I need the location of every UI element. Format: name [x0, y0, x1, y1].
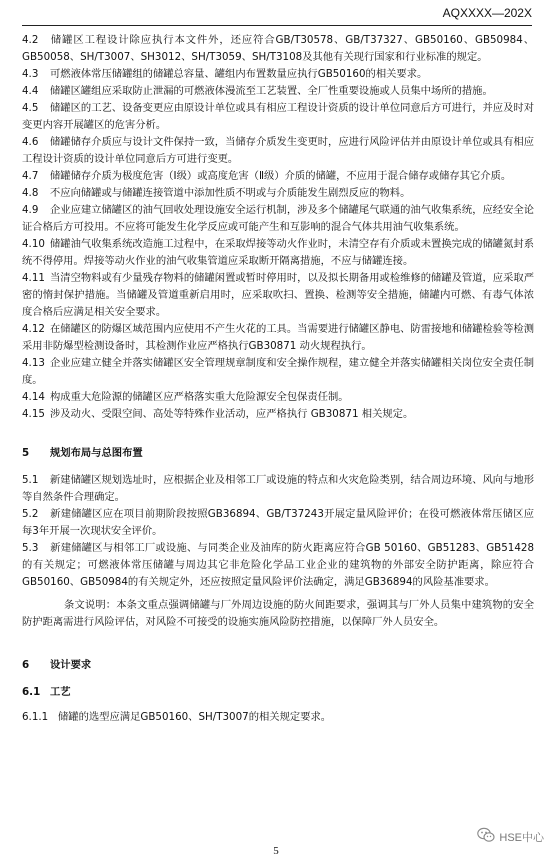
clause-number: 5.1	[22, 474, 39, 486]
clause-6-1-1	[22, 709, 534, 726]
clause-5-1	[22, 472, 534, 506]
subsection-number: 6.1	[22, 686, 41, 698]
header-rule	[22, 25, 532, 26]
clause-number: 4.15	[22, 408, 45, 420]
clause-text: 储罐储存介质为极度危害（Ⅰ级）或高度危害（Ⅱ级）介质的储罐，不应用于混合储存或储存其它介质。	[50, 170, 512, 182]
clause-number: 5.2	[22, 508, 39, 520]
wechat-icon	[477, 827, 495, 846]
clause-number: 4.4	[22, 85, 39, 97]
clause-text: 储罐区的工艺、设备变更应由原设计单位或具有相应工程设计资质的设计单位同意后方可进行，并应及时对变更内容开展罐区的危害分析。	[22, 102, 534, 131]
clause-text: 企业应建立储罐区的油气回收处理设施安全运行机制，涉及多个储罐尾气联通的油气收集系统，应经安全论证合格后方可投用。不应将可能发生化学反应或可能产生和互影响的混合气体共用油气收集系统。	[22, 204, 534, 233]
clause-number: 4.14	[22, 391, 45, 403]
subsection-title: 工艺	[50, 686, 71, 698]
clause-number: 4.8	[22, 187, 39, 199]
watermark-text: HSE中心	[499, 831, 544, 844]
clause-text: 储罐储存介质应与设计文件保持一致，当储存介质发生变更时，应进行风险评估并由原设计单位或具有相应工程设计资质的设计单位同意后方可进行变更。	[22, 136, 534, 165]
clause-number: 4.7	[22, 170, 39, 182]
clause-text: 当清空物料或有少量残存物料的储罐闲置或暂时停用时，以及拟长期备用或检维修的储罐及管道，应采取严密的惰封保护措施。当储罐及管道重新启用时，应采取吹扫、置换、检测等安全措施，储罐内可燃、有毒气体浓度合格后应满足相关安全要求。	[22, 272, 534, 318]
section-title: 规划布局与总图布置	[50, 447, 143, 459]
clause-text: 涉及动火、受限空间、高处等特殊作业活动，应严格执行 GB30871 相关规定。	[50, 408, 414, 420]
watermark	[477, 827, 544, 846]
section-number: 5	[22, 447, 30, 459]
clause-number: 4.2	[22, 34, 39, 46]
clause-text: 储罐油气收集系统改造施工过程中，在采取焊接等动火作业时，未清空存有介质或未置换完成的储罐氮封系统不得停用。焊接等动火作业的油气收集管道应采取断开隔离措施，不应与储罐连接。	[22, 238, 534, 267]
clause-4-8	[22, 185, 534, 202]
section-heading-5	[22, 445, 534, 462]
clause-4-4	[22, 83, 534, 100]
clause-number: 5.3	[22, 542, 39, 554]
clause-number: 4.12	[22, 323, 45, 335]
clause-text: 企业应建立健全并落实储罐区安全管理规章制度和安全操作规程，建立健全并落实储罐相关岗位安全责任制度。	[22, 357, 534, 386]
clause-number: 4.3	[22, 68, 39, 80]
clause-5-3	[22, 540, 534, 591]
document-code: AQXXXX—202X	[442, 6, 532, 20]
page-number: 5	[273, 845, 279, 857]
clause-4-7	[22, 168, 534, 185]
clause-number: 4.6	[22, 136, 39, 148]
clause-number: 4.11	[22, 272, 45, 284]
clause-text: 储罐区罐组应采取防止泄漏的可燃液体漫流至工艺装置、全厂性重要设施或人员集中场所的措施。	[50, 85, 493, 97]
clause-4-12	[22, 321, 534, 355]
clause-text: 构成重大危险源的储罐区应严格落实重大危险源安全包保责任制。	[50, 391, 349, 403]
clause-text: 新建储罐区与相邻工厂或设施、与同类企业及油库的防火距离应符合GB 50160、GB51283、GB51428的有关规定；可燃液体常压储罐与周边其它非危险化学品工业企业的建筑物的外部安全防护距离，除应符合GB50160、GB50984的有关规定外，还应按照定量风险评价法确定，满足GB36894的风险基准要求。	[22, 542, 534, 588]
clause-4-15	[22, 406, 534, 423]
clause-text: 新建储罐区应在项目前期阶段按照GB36894、GB/T37243开展定量风险评价；在役可燃液体常压储区应每3年开展一次现状安全评价。	[22, 508, 534, 537]
subsection-heading-6-1	[22, 684, 534, 701]
clause-4-13	[22, 355, 534, 389]
clause-text: 在储罐区的防爆区域范围内应使用不产生火花的工具。当需要进行储罐区静电、防雷接地和储罐检验等检测采用非防爆型检测设备时，其检测作业应严格执行GB30871 动火规程执行。	[22, 323, 534, 352]
clause-4-9	[22, 202, 534, 236]
page-body	[22, 32, 534, 726]
clause-number: 4.13	[22, 357, 45, 369]
clause-number: 4.5	[22, 102, 39, 114]
clause-4-2	[22, 32, 534, 66]
clause-number: 4.9	[22, 204, 39, 216]
section-title: 设计要求	[50, 659, 92, 671]
clause-4-3	[22, 66, 534, 83]
explanatory-note: 条文说明：本条文重点强调储罐与厂外周边设施的防火间距要求，强调其与厂外人员集中建筑物的安全防护距离需进行风险评估，对风险不可接受的设施实施风险防控措施，以保障厂外人员安全。	[22, 599, 534, 628]
section-heading-6	[22, 657, 534, 674]
clause-text: 可燃液体常压储罐组的储罐总容量、罐组内布置数量应执行GB50160的相关要求。	[50, 68, 428, 80]
clause-4-5	[22, 100, 534, 134]
clause-text: 不应向储罐或与储罐连接管道中添加性质不明或与介质能发生剧烈反应的物料。	[50, 187, 411, 199]
clause-4-10	[22, 236, 534, 270]
clause-4-14	[22, 389, 534, 406]
clause-number: 6.1.1	[22, 711, 49, 723]
clause-text: 储罐区工程设计除应执行本文件外，还应符合GB/T30578、GB/T37327、GB50160、GB50984、GB50058、SH/T3007、SH3012、SH/T3059、SH/T3108及其他有关现行国家和行业标准的规定。	[22, 34, 534, 63]
clause-text: 新建储罐区规划选址时，应根据企业及相邻工厂或设施的特点和火灾危险类别，结合周边环境、风向与地形等自然条件合理确定。	[22, 474, 534, 503]
clause-4-6	[22, 134, 534, 168]
clause-text: 储罐的选型应满足GB50160、SH/T3007的相关规定要求。	[58, 711, 332, 723]
clause-4-11	[22, 270, 534, 321]
clause-5-2	[22, 506, 534, 540]
section-number: 6	[22, 659, 30, 671]
clause-number: 4.10	[22, 238, 45, 250]
